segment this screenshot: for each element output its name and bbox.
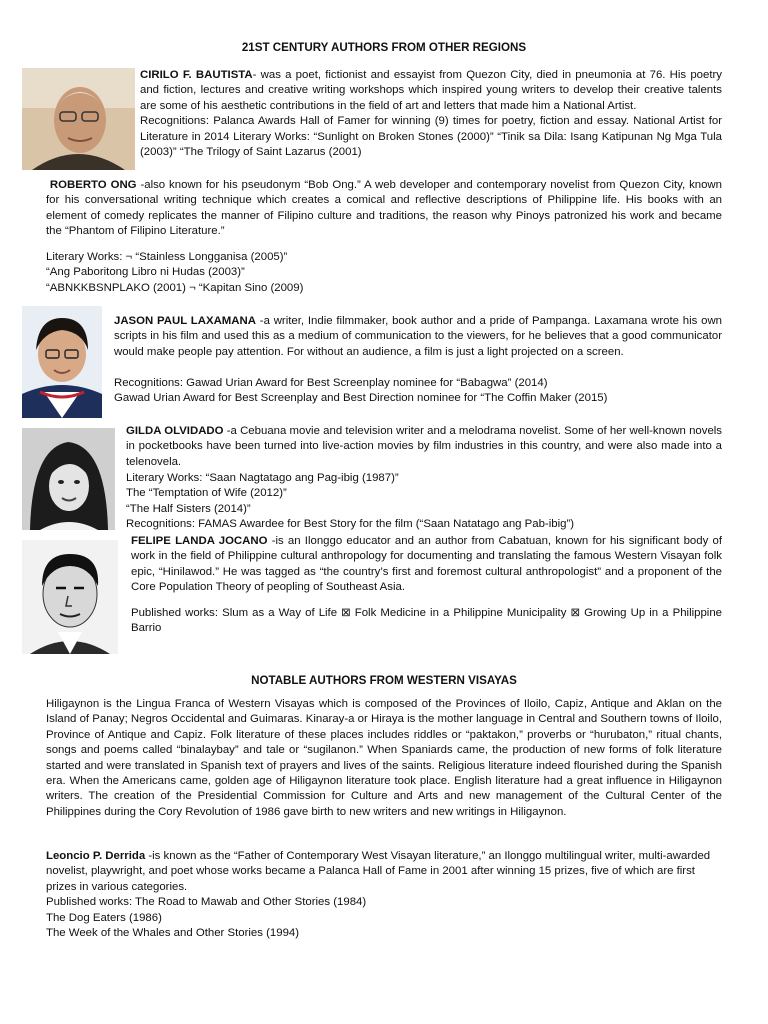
portrait-felipe-jocano — [22, 540, 118, 654]
jocano-published: Published works: Slum as a Way of Life ⊠ Folk Medicine in a Philippine Municipality ⊠ Growing Up in a Philippine Barrio — [131, 607, 722, 635]
olvidado-work-line: “The Half Sisters (2014)” — [126, 502, 251, 515]
bautista-entry — [140, 68, 722, 160]
olvidado-entry — [126, 424, 722, 470]
portrait-jason-laxamana — [22, 306, 102, 418]
laxamana-name: JASON PAUL LAXAMANA — [114, 315, 256, 327]
derrida-bio: -is known as the “Father of Contemporary West Visayan literature,” an Ilonggo multilingual writer, multi-awarded novelist, playwright, and poet whose works became a Palanca Hall of Fame in 2001 after winning 15 prizes, five of which are first prizes in various categories. — [46, 850, 711, 893]
olvidado-work-line: The “Temptation of Wife (2012)” — [126, 487, 287, 500]
bautista-bio: - was a poet, fictionist and essayist from Quezon City, died in pneumonia at 76. His poetry and fiction, lectures and creative writing workshops which inspired young writers to develop their creative talents are some of his aesthetic contributions in the field of art and letters that made him a National Artist. — [140, 69, 722, 112]
olvidado-works — [126, 471, 574, 533]
derrida-work-line: The Dog Eaters (1986) — [46, 911, 162, 924]
olvidado-work-line: Literary Works: “Saan Nagtatago ang Pag-ibig (1987)” — [126, 472, 399, 484]
derrida-name: Leoncio P. Derrida — [46, 850, 146, 862]
ong-bio: -also known for his pseudonym “Bob Ong.” A web developer and contemporary novelist from Quezon City, known for his conversational writing technique which creates a comical and reflective descriptions of Philippine life. His books with an element of comedy replicates the manner of Filipino culture and traditions, the reason why Pinoys patronized his work and became the “Phantom of Filipino Literature.” — [46, 179, 722, 238]
olvidado-work-line: Recognitions: FAMAS Awardee for Best Story for the film (“Saan Natatago ang Pab-ibig”) — [126, 518, 575, 531]
section-heading-western-visayas: NOTABLE AUTHORS FROM WESTERN VISAYAS — [251, 674, 517, 687]
derrida-entry — [46, 849, 722, 941]
bautista-name: CIRILO F. BAUTISTA — [140, 69, 253, 81]
laxamana-bio: -a writer, Indie filmmaker, book author and a pride of Pampanga. Laxamana wrote his own scripts in his film and used this as a medium of communication to the viewers, for he believes that a good communicator would make people pay attention. For without an audience, a film is just a light projected on a screen. — [114, 315, 723, 358]
laxamana-recognition-line: Gawad Urian Award for Best Screenplay and Best Direction nominee for “The Coffin Maker (2015) — [114, 392, 608, 405]
laxamana-recognition-line: Recognitions: Gawad Urian Award for Best Screenplay nominee for “Babagwa” (2014) — [114, 377, 548, 389]
olvidado-name: GILDA OLVIDADO — [126, 425, 224, 437]
laxamana-recognitions — [114, 376, 607, 407]
jocano-name: FELIPE LANDA JOCANO — [131, 535, 268, 547]
olvidado-bio: -a Cebuana movie and television writer and a melodrama novelist. Some of her well-known novels in pocketbooks have been turned into live-action movies by film industries in this country, and were also made into a telenovela. — [126, 425, 723, 468]
portrait-cirilo-bautista — [22, 68, 135, 170]
derrida-work-line: The Week of the Whales and Other Stories (1994) — [46, 927, 300, 940]
laxamana-entry — [114, 314, 722, 360]
ong-entry — [46, 178, 722, 240]
ong-work-line: “ABNKKBSNPLAKO (2001) ¬ “Kapitan Sino (2009) — [46, 281, 304, 294]
ong-work-line: “Ang Paboritong Libro ni Hudas (2003)” — [46, 266, 245, 279]
ong-name: ROBERTO ONG — [49, 179, 137, 191]
western-visayas-intro: Hiligaynon is the Lingua Franca of Western Visayas which is composed of the Provinces of Iloilo, Capiz, Antique and Aklan on the Island of Panay; Negros Occidental and Guimaras. Kinaray-a or Hiraya is the mother language in Central and Southern towns of Iloilo, Province of Antique and Capiz. Folk literature of these places includes riddles or “paktakon,” proverbs or “hurubaton,” ritual chants, songs and poems called “binalaybay” and tale or “sugilanon.” When Spaniards came, the production of new forms of folk literature started and were translated in Spanish text of prayers and lives of the saints. Religious literature indeed flourished during the Spanish era. When the Americans came, golden age of Hiligaynon literature took place. English literature had a great influence in Hiligaynon writers. The creation of the Presidential Commission for Culture and Arts and new management of the Cultural Center of the Philippines during the Cory Revolution of 1986 gave birth to new writers and new writings in Hiligaynon. — [46, 698, 722, 818]
ong-work-line: Literary Works: ¬ “Stainless Longganisa (2005)” — [46, 251, 288, 263]
derrida-work-line: Published works: The Road to Mawab and Other Stories (1984) — [46, 896, 367, 909]
jocano-bio: -is an Ilonggo educator and an author from Cabatuan, known for his significant body of work in the field of Philippine cultural anthropology for documenting and translating the famous Western Visayan folk epic, “Hinilawod.” He was tagged as “the country’s first and foremost cultural anthropologist” and a proponent of the Core Population Theory of peopling of Southeast Asia. — [131, 535, 723, 594]
section-heading-other-regions: 21ST CENTURY AUTHORS FROM OTHER REGIONS — [241, 41, 527, 54]
jocano-entry — [131, 534, 722, 596]
bautista-recognitions: Recognitions: Palanca Awards Hall of Famer for winning (9) times for poetry, fiction and essay. National Artist for Literature in 2014 Literary Works: “Sunlight on Broken Stones (2000)” “Tinik sa Dila: Isang Katipunan Ng Mga Tula (2003)” “The Trilogy of Saint Lazarus (2001) — [140, 115, 722, 159]
portrait-gilda-olvidado — [22, 428, 115, 530]
ong-works — [46, 250, 303, 296]
